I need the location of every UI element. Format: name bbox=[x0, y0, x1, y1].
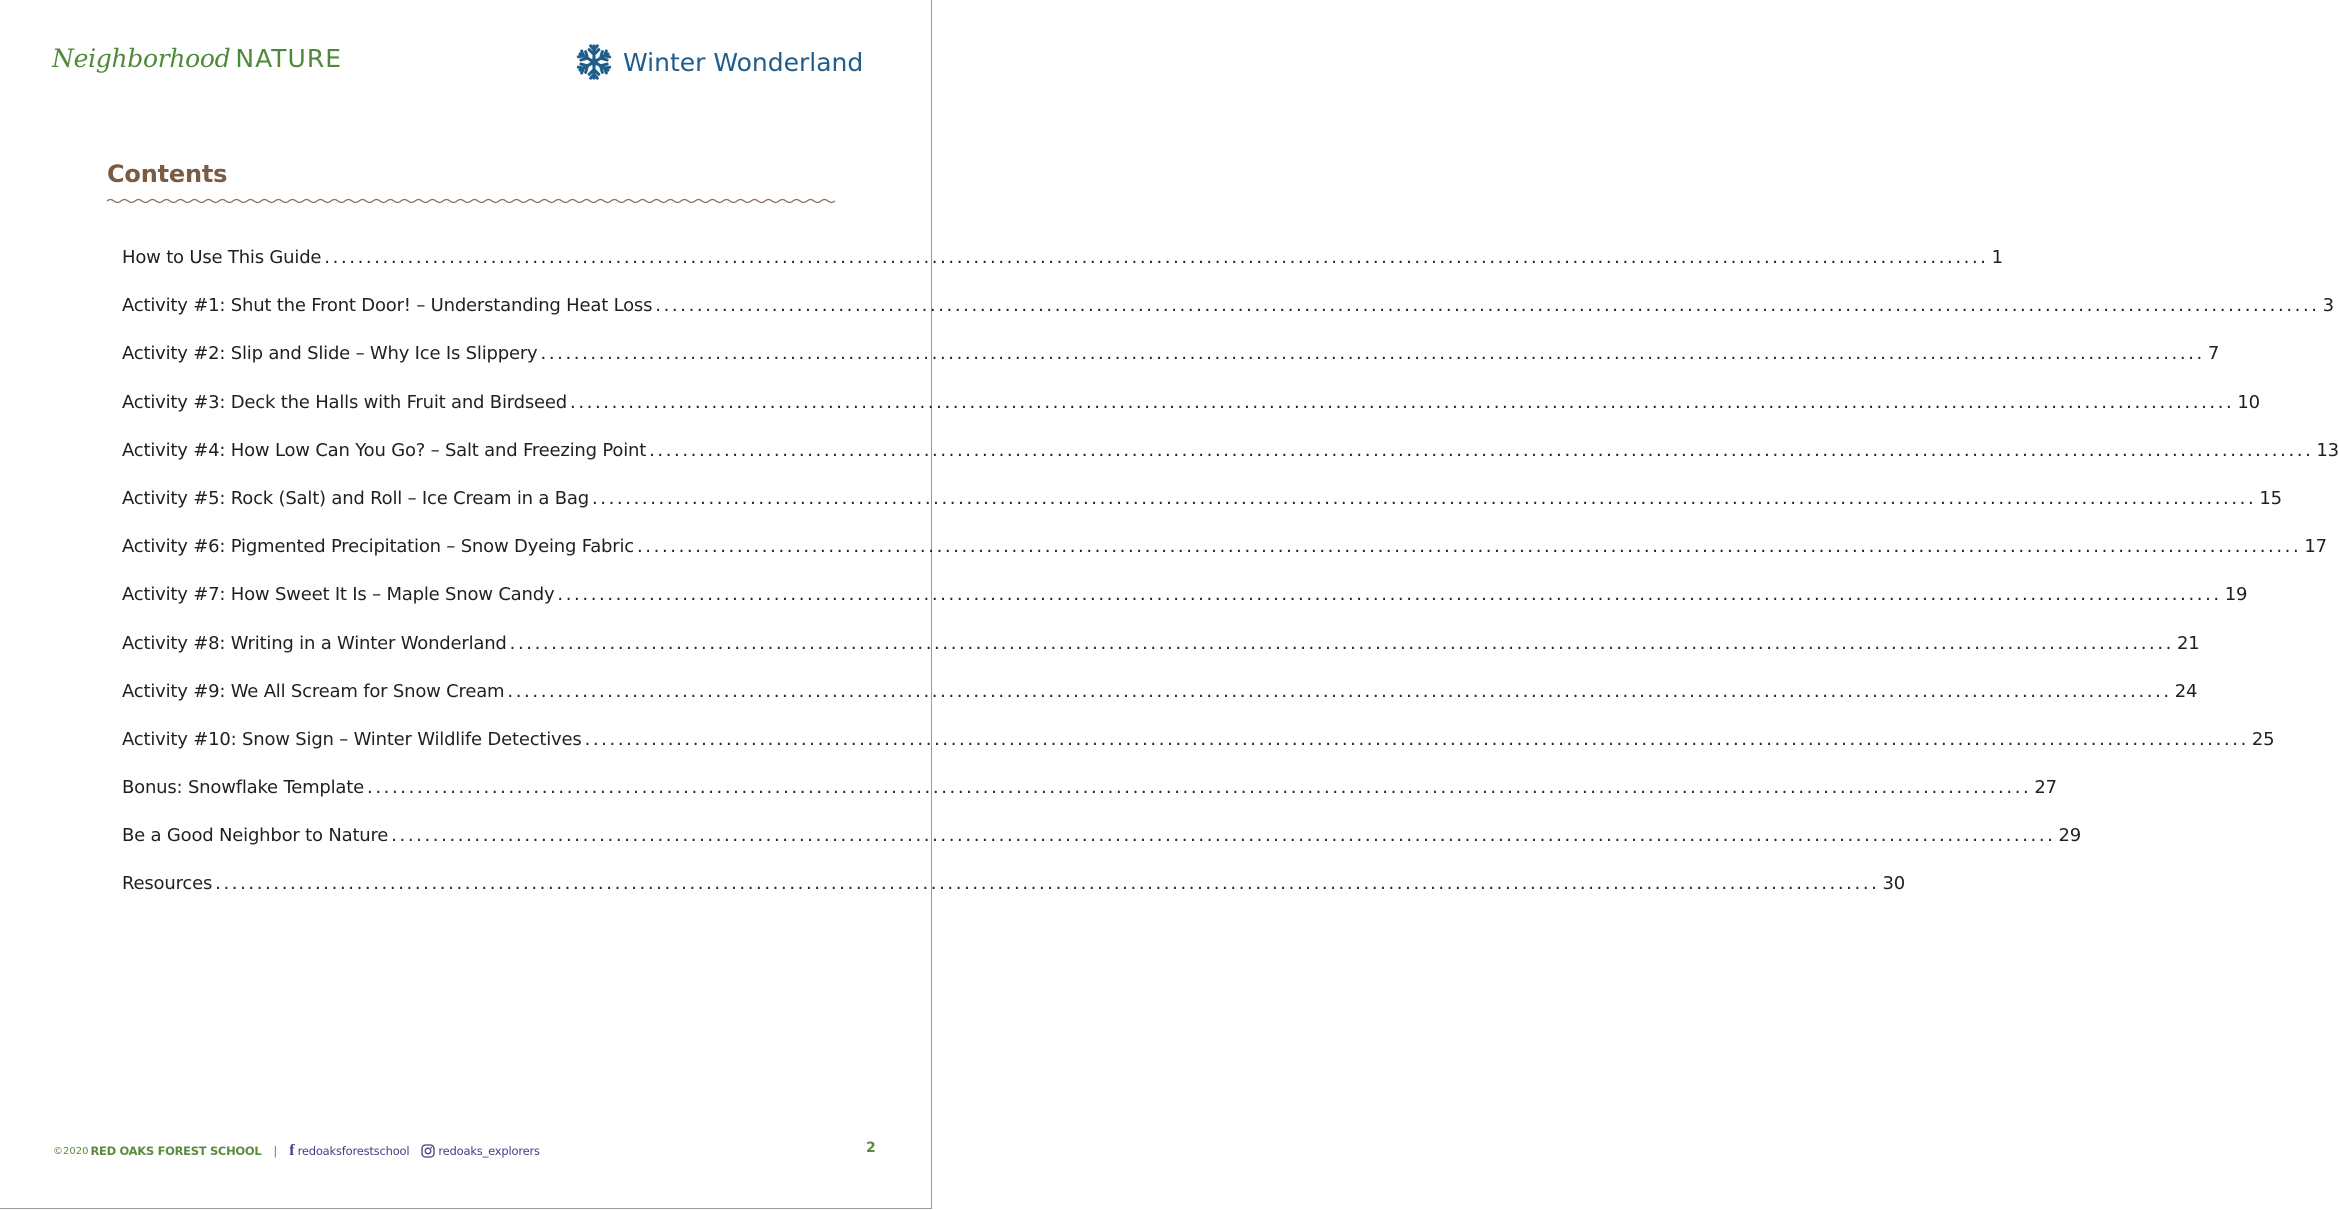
toc-entry-page: 3 bbox=[2322, 295, 2334, 317]
toc-entry-title: Activity #8: Writing in a Winter Wonderland bbox=[122, 632, 507, 654]
toc-entry-page: 27 bbox=[2034, 777, 2057, 799]
toc-entry[interactable] bbox=[122, 728, 2275, 777]
wavy-divider bbox=[107, 195, 825, 207]
toc-dot-leader: ........................................................................................................................................................................................................ bbox=[367, 777, 2032, 799]
toc-entry-title: Activity #4: How Low Can You Go? – Salt and Freezing Point bbox=[122, 439, 647, 461]
toc-entry-title: Activity #2: Slip and Slide – Why Ice Is Slippery bbox=[122, 343, 538, 365]
contents-heading: Contents bbox=[107, 160, 228, 188]
toc-dot-leader: ........................................................................................................................................................................................................ bbox=[509, 632, 2174, 654]
toc-dot-leader: ........................................................................................................................................................................................................ bbox=[391, 825, 2056, 847]
toc-dot-leader: ........................................................................................................................................................................................................ bbox=[636, 536, 2302, 558]
toc-dot-leader: ........................................................................................................................................................................................................ bbox=[557, 584, 2222, 606]
copyright-text: ©2020 bbox=[53, 1145, 89, 1157]
guide-title-block bbox=[575, 42, 863, 82]
toc-entry[interactable] bbox=[122, 777, 2057, 825]
toc-dot-leader: ........................................................................................................................................................................................................ bbox=[540, 343, 2205, 365]
series-logo-caps: NATURE bbox=[235, 44, 342, 73]
toc-dot-leader: ........................................................................................................................................................................................................ bbox=[215, 873, 1880, 895]
toc-dot-leader: ........................................................................................................................................................................................................ bbox=[324, 247, 1989, 268]
toc-entry-page: 30 bbox=[1882, 873, 1905, 895]
toc-entry-title: Activity #10: Snow Sign – Winter Wildlife Detectives bbox=[122, 728, 582, 750]
toc-dot-leader: ........................................................................................................................................................................................................ bbox=[584, 728, 2249, 750]
toc-entry[interactable] bbox=[122, 391, 2260, 440]
toc-dot-leader: ........................................................................................................................................................................................................ bbox=[570, 391, 2235, 413]
toc-entry-page: 25 bbox=[2251, 728, 2275, 750]
facebook-icon: f bbox=[289, 1142, 295, 1159]
toc-entry[interactable] bbox=[122, 487, 2282, 536]
toc-dot-leader: ........................................................................................................................................................................................................ bbox=[655, 295, 2320, 317]
toc-entry[interactable] bbox=[122, 680, 2198, 729]
footer bbox=[53, 1141, 540, 1161]
toc-entry[interactable] bbox=[122, 584, 2248, 632]
toc-entry-page: 19 bbox=[2224, 584, 2248, 606]
toc-entry-page: 7 bbox=[2207, 343, 2220, 365]
toc-entry-page: 15 bbox=[2259, 487, 2282, 509]
toc-entry-title: Bonus: Snowflake Template bbox=[122, 777, 364, 799]
table-of-contents bbox=[122, 247, 2339, 922]
toc-entry-title: Activity #6: Pigmented Precipitation – Snow Dyeing Fabric bbox=[122, 536, 634, 558]
toc-entry[interactable] bbox=[122, 873, 1905, 921]
series-logo-script: Neighborhood bbox=[52, 44, 231, 73]
toc-dot-leader: ........................................................................................................................................................................................................ bbox=[507, 680, 2172, 702]
toc-entry-page: 10 bbox=[2237, 391, 2260, 413]
toc-entry[interactable] bbox=[122, 632, 2200, 681]
toc-entry-page: 1 bbox=[1991, 247, 2003, 268]
toc-entry-title: How to Use This Guide bbox=[122, 247, 322, 268]
toc-entry-title: Activity #5: Rock (Salt) and Roll – Ice Cream in a Bag bbox=[122, 487, 589, 509]
organization-name: RED OAKS FOREST SCHOOL bbox=[90, 1144, 262, 1158]
toc-entry[interactable] bbox=[122, 825, 2082, 873]
footer-separator: | bbox=[273, 1144, 278, 1158]
toc-dot-leader: ........................................................................................................................................................................................................ bbox=[591, 487, 2257, 509]
toc-entry-page: 17 bbox=[2304, 536, 2327, 558]
page-edge-bottom bbox=[0, 1208, 932, 1209]
toc-entry[interactable] bbox=[122, 247, 2003, 295]
toc-entry-title: Resources bbox=[122, 873, 213, 895]
series-logo bbox=[52, 44, 342, 84]
toc-entry-title: Be a Good Neighbor to Nature bbox=[122, 825, 389, 847]
instagram-icon bbox=[421, 1144, 435, 1158]
toc-entry[interactable] bbox=[122, 343, 2220, 391]
toc-entry[interactable] bbox=[122, 536, 2327, 584]
toc-entry[interactable] bbox=[122, 295, 2334, 343]
toc-entry-page: 21 bbox=[2176, 632, 2200, 654]
facebook-handle[interactable]: redoaksforestschool bbox=[297, 1144, 410, 1158]
guide-title: Winter Wonderland bbox=[623, 47, 864, 77]
toc-entry-page: 24 bbox=[2174, 680, 2198, 702]
toc-entry-title: Activity #7: How Sweet It Is – Maple Snow Candy bbox=[122, 584, 555, 606]
toc-entry-title: Activity #9: We All Scream for Snow Cream bbox=[122, 680, 505, 702]
page-number: 2 bbox=[866, 1140, 876, 1156]
toc-entry-title: Activity #3: Deck the Halls with Fruit and Birdseed bbox=[122, 391, 568, 413]
toc-entry-page: 29 bbox=[2058, 825, 2082, 847]
toc-entry-page: 13 bbox=[2316, 439, 2339, 461]
toc-entry[interactable] bbox=[122, 439, 2339, 488]
instagram-handle[interactable]: redoaks_explorers bbox=[438, 1144, 540, 1158]
snowflake-icon bbox=[575, 43, 613, 81]
toc-dot-leader: ........................................................................................................................................................................................................ bbox=[649, 439, 2314, 461]
toc-entry-title: Activity #1: Shut the Front Door! – Understanding Heat Loss bbox=[122, 295, 653, 317]
